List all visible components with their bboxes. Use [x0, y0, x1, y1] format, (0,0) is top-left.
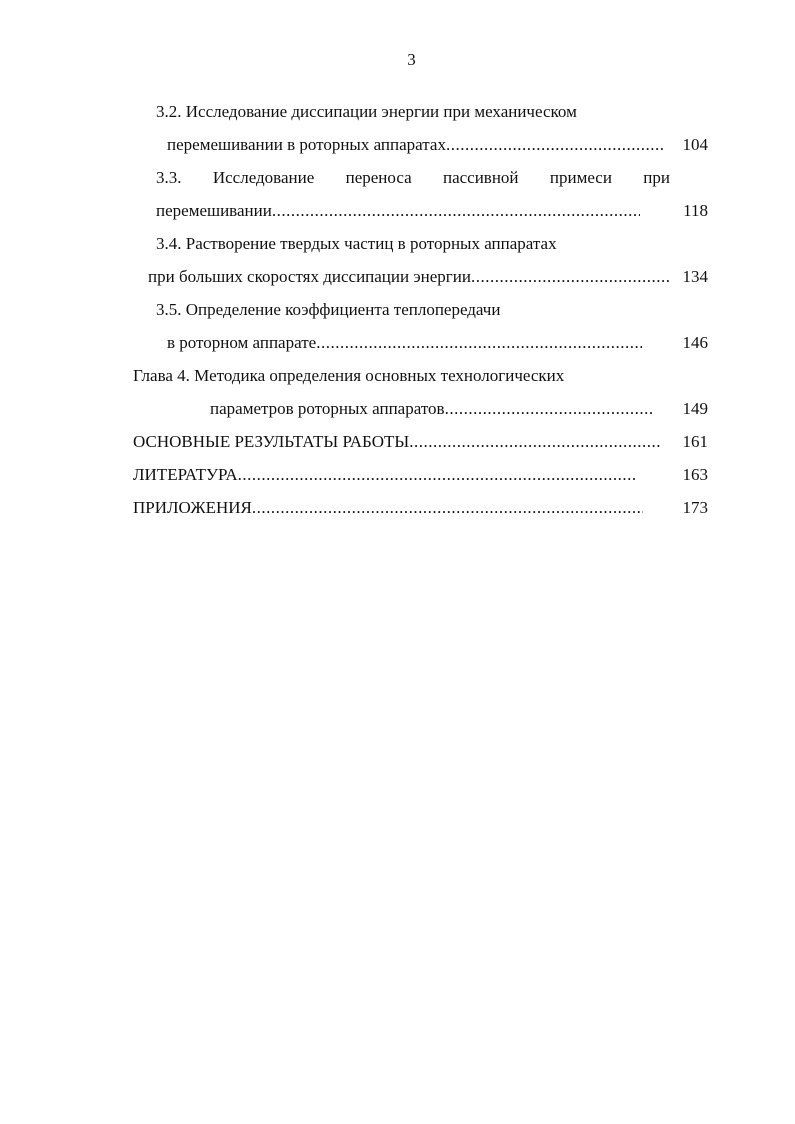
- toc-entry-text: ОСНОВНЫЕ РЕЗУЛЬТАТЫ РАБОТЫ: [133, 432, 410, 451]
- leader-dots: [252, 497, 643, 519]
- toc-entry-literature: [133, 464, 636, 486]
- toc-word: 3.3.: [156, 168, 182, 187]
- toc-entry-chapter-4-page: 149: [682, 399, 708, 418]
- toc-entry-3-4-line1: 3.4. Растворение твердых частиц в роторных аппаратах: [156, 234, 557, 253]
- toc-entry-3-3-line1: [156, 167, 670, 189]
- toc-entry-text: ПРИЛОЖЕНИЯ: [133, 498, 252, 517]
- leader-dots: [316, 332, 642, 354]
- toc-entry-text: ЛИТЕРАТУРА: [133, 465, 238, 484]
- toc-entry-chapter-4-line2: [210, 398, 652, 420]
- leader-dots: [409, 431, 660, 453]
- leader-dots: [445, 398, 652, 420]
- toc-word: переноса: [345, 168, 412, 187]
- toc-entry-text: перемешивании в роторных аппаратах: [167, 135, 446, 154]
- toc-entry-main-results: [133, 431, 660, 453]
- toc-entry-text: в роторном аппарате: [167, 333, 317, 352]
- toc-entry-literature-page: 163: [682, 465, 708, 484]
- toc-entry-text: параметров роторных аппаратов: [210, 399, 445, 418]
- toc-entry-3-4-page: 134: [682, 267, 708, 286]
- toc-entry-text: при больших скоростях диссипации энергии: [148, 267, 471, 286]
- page-number: 3: [407, 50, 416, 69]
- leader-dots: [238, 464, 636, 486]
- toc-entry-appendices-page: 173: [682, 498, 708, 517]
- toc-word: Исследование: [212, 168, 315, 187]
- leader-dots: [446, 134, 665, 156]
- leader-dots: [272, 200, 640, 222]
- toc-entry-3-5-line1: 3.5. Определение коэффициента теплопередачи: [156, 300, 501, 319]
- toc-entry-text: перемешивании: [156, 201, 272, 220]
- toc-entry-3-2-line2: [167, 134, 665, 156]
- toc-entry-chapter-4-line1: Глава 4. Методика определения основных технологических: [133, 366, 565, 385]
- toc-word: при: [643, 168, 670, 187]
- toc-entry-3-2-page: 104: [682, 135, 708, 154]
- toc-entry-3-3-line2: [156, 200, 640, 222]
- toc-entry-3-4-line2: [148, 266, 670, 288]
- toc-word: пассивной: [442, 168, 519, 187]
- leader-dots: [471, 266, 670, 288]
- toc-entry-appendices: [133, 497, 643, 519]
- toc-word: примеси: [549, 168, 612, 187]
- toc-entry-main-results-page: 161: [682, 432, 708, 451]
- toc-entry-3-5-page: 146: [682, 333, 708, 352]
- toc-entry-3-5-line2: [167, 332, 642, 354]
- toc-entry-3-3-page: 118: [683, 201, 708, 220]
- toc-entry-3-2-line1: 3.2. Исследование диссипации энергии при механическом: [156, 102, 577, 121]
